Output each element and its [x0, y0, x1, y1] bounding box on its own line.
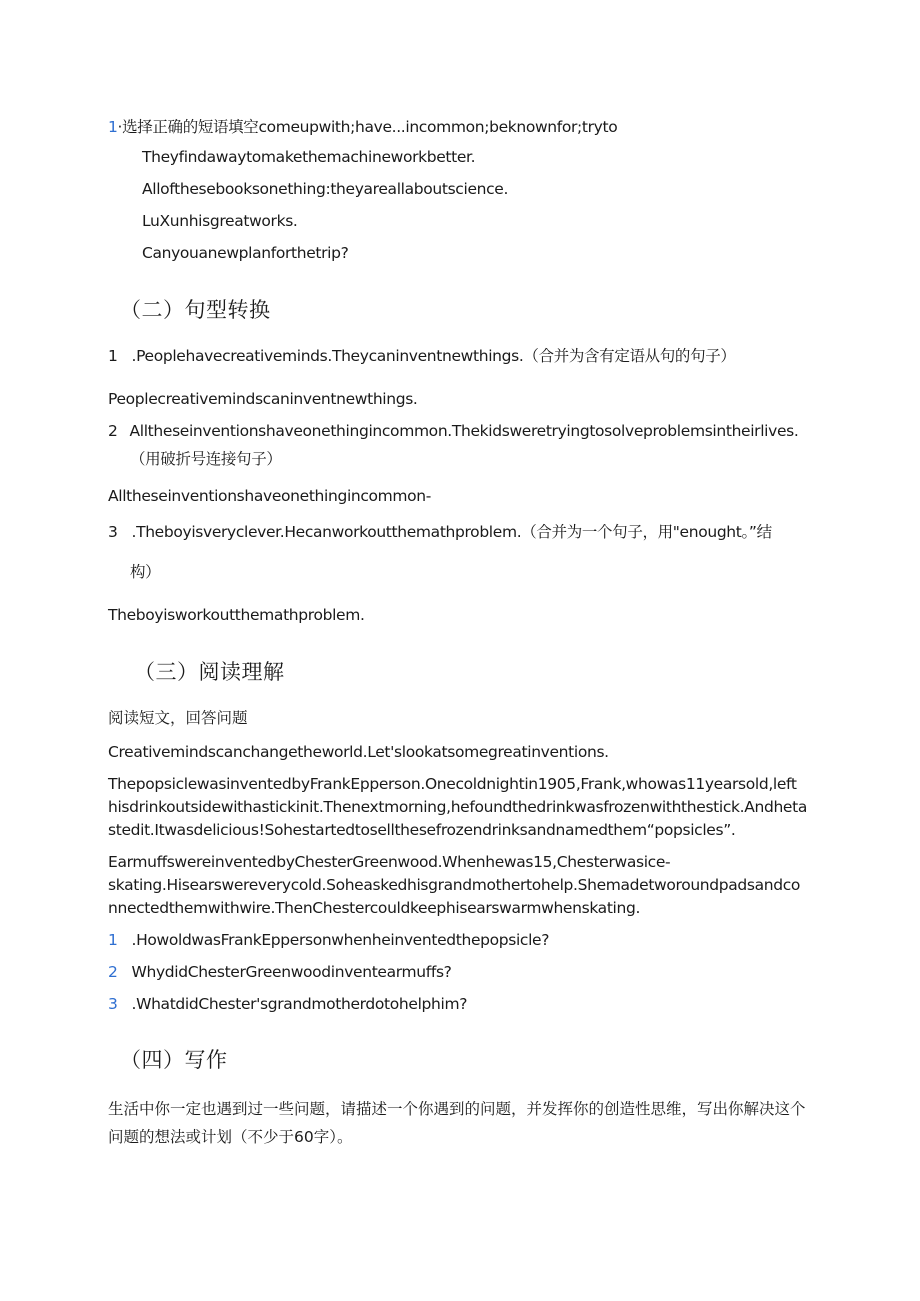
passage-line-5: EarmuffswereinventedbyChesterGreenwood.Whenhewas15,Chesterwasice-	[108, 853, 671, 871]
transform-answer-1: Peoplecreativemindscaninventnewthings.	[108, 390, 418, 408]
passage-line-6: skating.Hisearswereverycold.Soheaskedhisgrandmothertohelp.Shemadetworoundpadsandco	[108, 876, 801, 894]
question-number: 1	[108, 347, 118, 365]
passage-line-3: hisdrinkoutsidewithastickinit.Thenextmorning,hefoundthedrinkwasfrozenwiththestick.Andheta	[108, 798, 807, 816]
transform-question-2-note: （用破折号连接句子）	[130, 450, 282, 468]
question-text: .WhatdidChester'sgrandmotherdotohelphim?	[131, 995, 468, 1013]
transform-question-1	[108, 346, 736, 366]
question-number: 2	[108, 422, 118, 440]
transform-answer-2: Alltheseinventionshaveonethingincommon-	[108, 487, 432, 505]
fill-blank-item-2: Allofthesebooksonething:theyareallaboutscience.	[142, 180, 509, 198]
reading-question-1	[108, 930, 549, 950]
passage-line-4: stedit.Itwasdelicious!Sohestartedtosellthesefrozendrinksandnamedthem“popsicles”.	[108, 821, 736, 839]
section-heading-writing: （四）写作	[120, 1048, 228, 1072]
question-text: .Theboyisveryclever.Hecanworkoutthemathproblem.（合并为一个句子，用"enought。”结	[131, 523, 772, 541]
instruction-text: ·选择正确的短语填空comeupwith;have...incommon;beknownfor;tryto	[117, 118, 618, 136]
transform-question-3	[108, 522, 772, 542]
transform-answer-3: Theboyisworkoutthemathproblem.	[108, 606, 365, 624]
question-text: WhydidChesterGreenwoodinventearmuffs?	[131, 963, 452, 981]
question-number: 3	[108, 523, 118, 541]
fill-blank-instruction	[108, 117, 617, 137]
question-text: .Peoplehavecreativeminds.Theycaninventnewthings.（合并为含有定语从句的句子）	[131, 347, 736, 365]
passage-line-1: Creativemindscanchangetheworld.Let'slookatsomegreatinventions.	[108, 743, 609, 761]
reading-instruction: 阅读短文，回答问题	[108, 709, 248, 727]
question-text: .HowoldwasFrankEppersonwhenheinventedthepopsicle?	[131, 931, 550, 949]
question-number: 3	[108, 995, 118, 1013]
fill-blank-item-3: LuXunhisgreatworks.	[142, 212, 298, 230]
section-heading-reading: （三）阅读理解	[134, 660, 285, 684]
section-heading-sentence-transform: （二）句型转换	[120, 298, 271, 322]
question-number: 2	[108, 963, 118, 981]
transform-question-3-cont: 构）	[130, 563, 161, 581]
writing-prompt-line-2: 问题的想法或计划（不少于60字）。	[108, 1128, 353, 1146]
passage-line-2: ThepopsiclewasinventedbyFrankEpperson.Onecoldnightin1905,Frank,whowas11yearsold,left	[108, 775, 797, 793]
writing-prompt-line-1: 生活中你一定也遇到过一些问题，请描述一个你遇到的问题，并发挥你的创造性思维，写出你解决这个	[108, 1100, 806, 1118]
question-number: 1	[108, 931, 118, 949]
transform-question-2	[108, 421, 798, 441]
fill-blank-item-4: Canyouanewplanforthetrip?	[142, 244, 349, 262]
reading-question-2	[108, 962, 452, 982]
reading-question-3	[108, 994, 467, 1014]
question-number: 1	[108, 118, 118, 136]
question-text: Alltheseinventionshaveonethingincommon.Thekidsweretryingtosolveproblemsintheirlives.	[129, 422, 799, 440]
fill-blank-item-1: Theyfindawaytomakethemachineworkbetter.	[142, 148, 476, 166]
passage-line-7: nnectedthemwithwire.ThenChestercouldkeephisearswarmwhenskating.	[108, 899, 641, 917]
